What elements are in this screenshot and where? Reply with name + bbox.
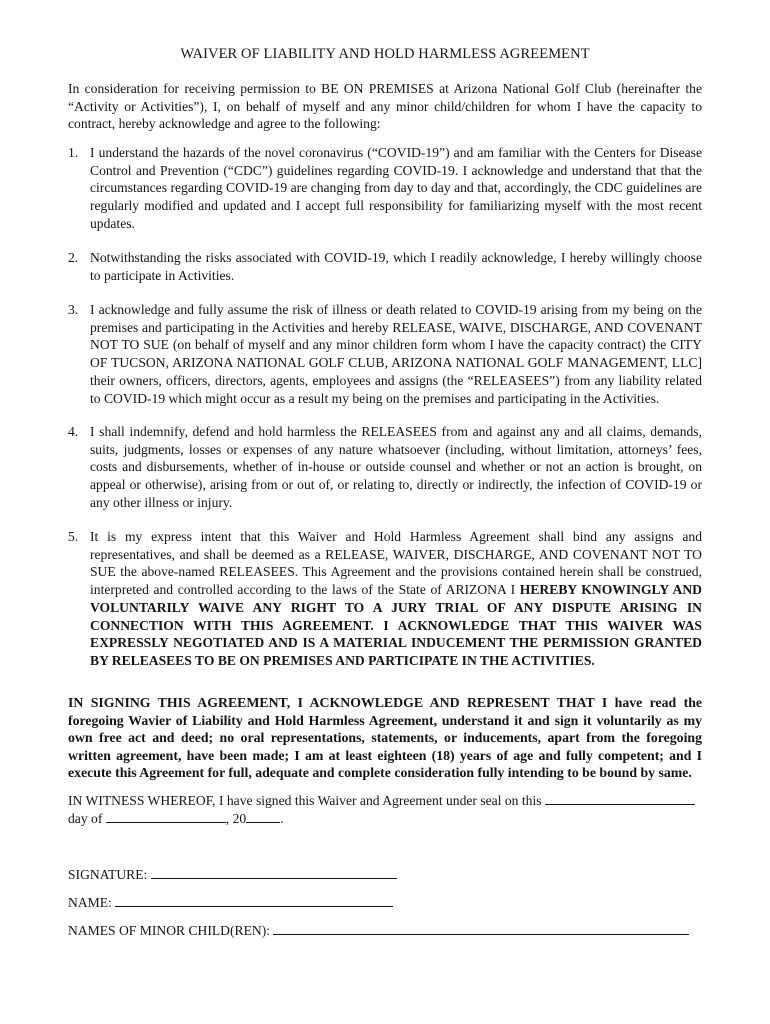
acknowledgement-paragraph: IN SIGNING THIS AGREEMENT, I ACKNOWLEDGE AND REPRESENT THAT I have read the foregoing Wavier of Liability and Hold Harmless Agreement, understand it and sign it voluntarily as my own free act and deed; no oral representations, statements, or inducements, apart from the foregoing written agreement, have been made; I am at least eighteen (18) years of age and fully competent; and I execute this Agreement for full, adequate and complete consideration fully intending to be bound by same. — [68, 695, 702, 781]
witness-text: IN WITNESS WHEREOF, I have signed this Waiver and Agreement under seal on this — [68, 793, 542, 808]
witness-clause — [68, 792, 708, 827]
minor-children-row — [68, 922, 689, 939]
minor-children-field[interactable] — [273, 922, 689, 935]
signature-label: SIGNATURE: — [68, 867, 148, 882]
name-row — [68, 894, 393, 911]
year-prefix: , 20 — [225, 810, 247, 826]
date-year-field[interactable] — [246, 810, 280, 823]
clause-number: 5. — [68, 529, 79, 544]
clause-text: I understand the hazards of the novel coronavirus (“COVID-19”) and am familiar with the Centers for Disease Control and Prevention (“CDC”) guidelines regarding COVID-19. I acknowledge and understand that that the circumstances regarding COVID-19 are changing from day to day and that, accordingly, the CDC guidelines are regularly modified and updated and I accept full responsibility for familiarizing myself with the most recent updates. — [90, 145, 702, 231]
clause-number: 1. — [68, 145, 79, 160]
clause-text: Notwithstanding the risks associated with COVID-19, which I readily acknowledge, I hereby willingly choose to participate in Activities. — [90, 250, 702, 283]
clause-text — [90, 528, 702, 670]
clause-text: I shall indemnify, defend and hold harmless the RELEASEES from and against any and all claims, demands, suits, judgments, losses or expenses of any nature whatsoever (including, without limitation, attorneys’ fees, costs and disbursements, whether of in-house or outside counsel and whether or not an action is brought, on appeal or otherwise), arising from or out of, or relating to, directly or indirectly, the infection of COVID-19 or any other illness or injury. — [90, 424, 702, 510]
clause-number: 4. — [68, 424, 79, 439]
minor-children-label: NAMES OF MINOR CHILD(REN): — [68, 923, 271, 938]
date-day-field[interactable] — [545, 792, 695, 805]
clause-number: 2. — [68, 250, 79, 265]
clause-number: 3. — [68, 302, 79, 317]
name-field[interactable] — [115, 894, 393, 907]
signature-field[interactable] — [151, 866, 397, 879]
document-title: WAIVER OF LIABILITY AND HOLD HARMLESS AGREEMENT — [180, 46, 590, 62]
intro-paragraph: In consideration for receiving permission to BE ON PREMISES at Arizona National Golf Club (hereinafter the “Activity or Activities”), I, on behalf of myself and any minor child/children for whom I have the capacity to contract, hereby acknowledge and agree to the following: — [68, 81, 702, 132]
date-month-field[interactable] — [106, 810, 226, 823]
clause-text: I acknowledge and fully assume the risk of illness or death related to COVID-19 arising from my being on the premises and participating in the Activities and hereby RELEASE, WAIVE, DISCHARGE, AND COVENANT NOT TO SUE (on behalf of myself and any minor children form whom I have the capacity contract) the CITY OF TUCSON, ARIZONA NATIONAL GOLF CLUB, ARIZONA NATIONAL GOLF MANAGEMENT, LLC] their owners, officers, directors, agents, employees and assigns (the “RELEASEES”) from any liability related to COVID-19 which might occur as a result my being on the premises and participating in the Activities. — [90, 302, 702, 406]
signature-row — [68, 866, 397, 883]
clause-text-regular: It is my express intent that this Waiver and Hold Harmless Agreement shall bind any assigns and representatives, and shall be deemed as a RELEASE, WAIVER, DISCHARGE, AND COVENANT NOT TO SUE the above-named RELEASEES. This Agreement and the provisions contained herein shall be construed, interpreted and controlled according to the laws of the State of ARIZONA I — [90, 529, 702, 598]
day-of-label: day of — [68, 810, 103, 826]
jury-waiver-text: HEREBY KNOWINGLY AND VOLUNTARILY WAIVE ANY RIGHT TO A JURY TRIAL OF ANY DISPUTE ARISING IN CONNECTION WITH THIS AGREEMENT. I ACKNOWLEDGE THAT THIS WAIVER WAS EXPRESSLY NEGOTIATED AND IS A MATERIAL INDUCEMENT THE PERMISSION GRANTED BY RELEASEES TO BE ON PREMISES AND PARTICIPATE IN THE ACTIVITIES. — [90, 582, 702, 668]
year-suffix: . — [280, 810, 284, 826]
name-label: NAME: — [68, 895, 112, 910]
